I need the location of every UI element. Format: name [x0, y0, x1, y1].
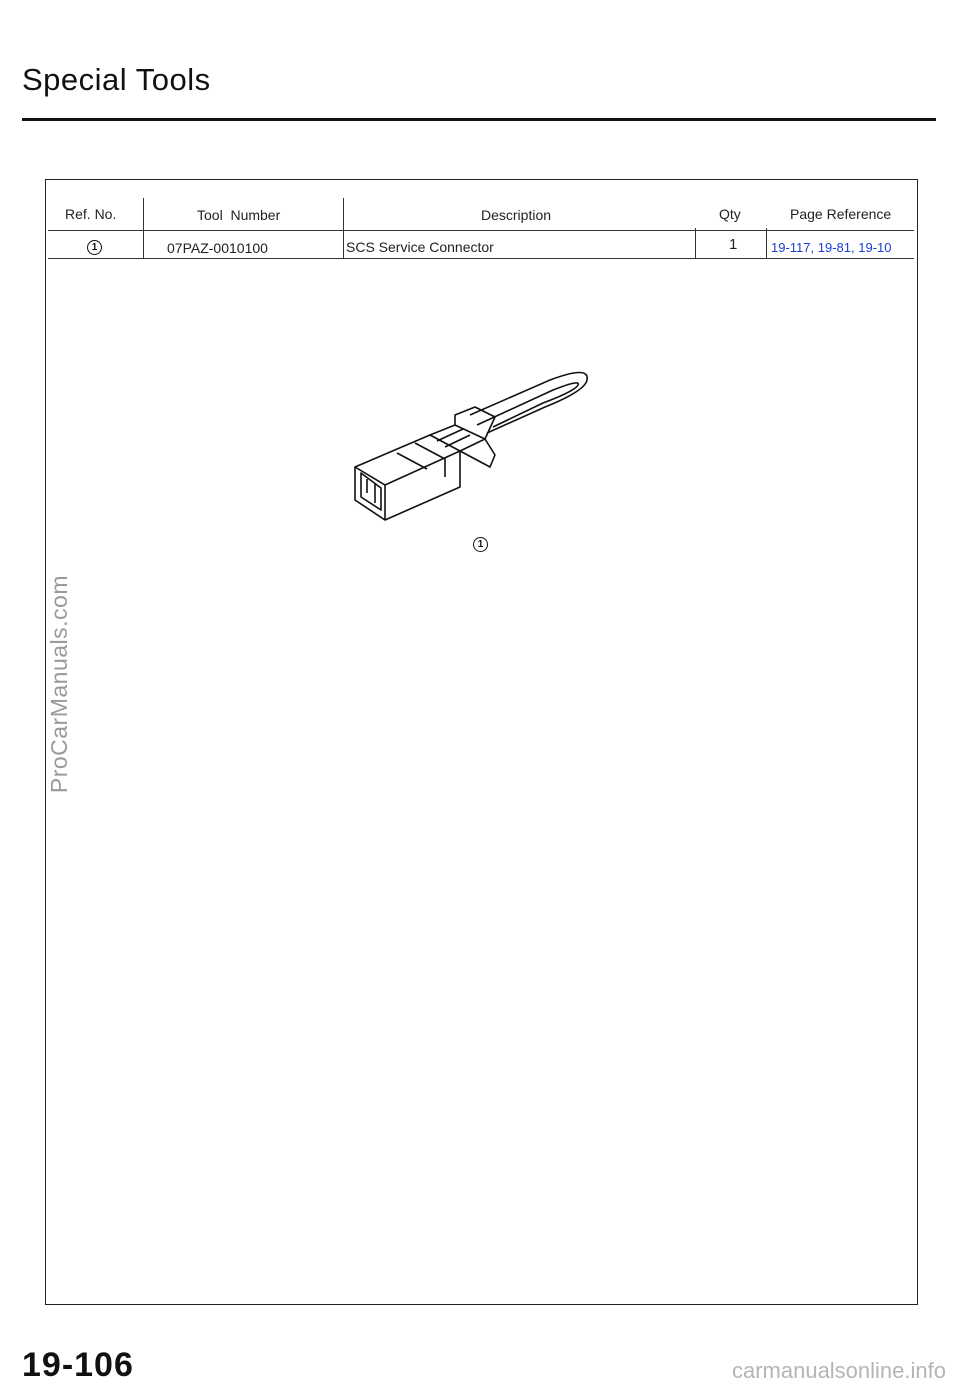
ref-number-circle: 1	[87, 240, 102, 255]
header-qty: Qty	[719, 206, 741, 222]
scs-service-connector-icon	[345, 355, 605, 530]
description-cell: SCS Service Connector	[346, 239, 494, 255]
header-tool-number: Tool Number	[197, 207, 281, 223]
row-rule	[48, 258, 914, 259]
title-divider	[22, 118, 936, 121]
column-divider	[695, 228, 696, 258]
watermark: ProCarManuals.com	[46, 575, 72, 794]
page-reference-link[interactable]: 19-117, 19-81, 19-10	[771, 240, 892, 255]
header-ref-no: Ref. No.	[65, 206, 117, 222]
tool-number-cell: 07PAZ-0010100	[167, 240, 268, 256]
illustration-callout: 1	[473, 537, 488, 552]
tools-frame	[45, 179, 918, 1305]
page-number: 19-106	[22, 1346, 134, 1384]
header-rule	[48, 230, 914, 231]
column-divider	[143, 198, 144, 258]
column-divider	[766, 228, 767, 258]
footer-site: carmanualsonline.info	[731, 1358, 946, 1383]
header-description: Description	[481, 207, 552, 223]
qty-cell: 1	[729, 236, 738, 253]
column-divider	[343, 198, 344, 258]
page-title: Special Tools	[22, 62, 211, 97]
header-page-reference: Page Reference	[790, 206, 892, 222]
